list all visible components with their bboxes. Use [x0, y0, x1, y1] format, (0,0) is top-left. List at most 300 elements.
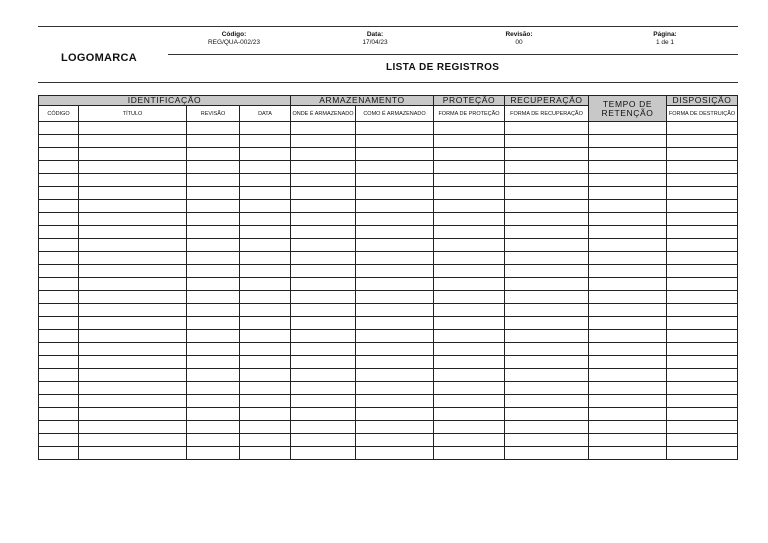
- table-cell: [79, 382, 187, 395]
- table-cell: [434, 356, 505, 369]
- table-cell: [434, 265, 505, 278]
- table-cell: [505, 200, 589, 213]
- table-cell: [39, 213, 79, 226]
- table-cell: [291, 408, 356, 421]
- table-cell: [187, 395, 240, 408]
- table-row: [39, 226, 738, 239]
- table-cell: [291, 200, 356, 213]
- table-cell: [505, 291, 589, 304]
- table-cell: [505, 304, 589, 317]
- table-cell: [240, 213, 291, 226]
- table-cell: [240, 304, 291, 317]
- header-bottom-rule: [38, 82, 738, 83]
- table-row: [39, 174, 738, 187]
- table-cell: [356, 200, 434, 213]
- table-cell: [240, 369, 291, 382]
- table-cell: [589, 174, 667, 187]
- table-cell: [240, 421, 291, 434]
- table-cell: [79, 408, 187, 421]
- logo-placeholder: LOGOMARCA: [61, 52, 138, 64]
- table-cell: [187, 122, 240, 135]
- col-codigo: CÓDIGO: [39, 106, 79, 122]
- table-cell: [291, 330, 356, 343]
- table-cell: [589, 304, 667, 317]
- table-cell: [505, 330, 589, 343]
- table-cell: [187, 447, 240, 460]
- records-table-body: [39, 122, 738, 460]
- table-cell: [240, 122, 291, 135]
- table-cell: [79, 265, 187, 278]
- table-cell: [356, 252, 434, 265]
- table-cell: [667, 434, 738, 447]
- table-cell: [356, 122, 434, 135]
- table-cell: [667, 421, 738, 434]
- table-cell: [667, 239, 738, 252]
- table-cell: [291, 317, 356, 330]
- table-cell: [667, 174, 738, 187]
- table-cell: [79, 278, 187, 291]
- table-cell: [667, 343, 738, 356]
- table-cell: [589, 395, 667, 408]
- table-cell: [39, 408, 79, 421]
- table-row: [39, 343, 738, 356]
- table-cell: [356, 187, 434, 200]
- table-cell: [589, 369, 667, 382]
- table-cell: [187, 369, 240, 382]
- table-cell: [667, 200, 738, 213]
- table-cell: [187, 434, 240, 447]
- table-cell: [667, 187, 738, 200]
- table-cell: [589, 148, 667, 161]
- table-cell: [240, 226, 291, 239]
- table-row: [39, 187, 738, 200]
- table-cell: [434, 252, 505, 265]
- col-forma-protecao: FORMA DE PROTEÇÃO: [434, 106, 505, 122]
- table-cell: [187, 148, 240, 161]
- table-cell: [240, 278, 291, 291]
- meta-data: [345, 31, 405, 47]
- table-cell: [356, 369, 434, 382]
- table-row: [39, 330, 738, 343]
- table-row: [39, 265, 738, 278]
- table-cell: [434, 213, 505, 226]
- table-cell: [291, 304, 356, 317]
- table-cell: [39, 278, 79, 291]
- table-cell: [187, 291, 240, 304]
- table-cell: [291, 122, 356, 135]
- col-forma-recuperacao: FORMA DE RECUPERAÇÃO: [505, 106, 589, 122]
- table-cell: [240, 447, 291, 460]
- table-cell: [434, 369, 505, 382]
- table-cell: [79, 226, 187, 239]
- table-cell: [589, 291, 667, 304]
- table-cell: [39, 395, 79, 408]
- table-cell: [356, 161, 434, 174]
- table-cell: [291, 148, 356, 161]
- table-cell: [434, 122, 505, 135]
- table-cell: [589, 161, 667, 174]
- table-cell: [356, 304, 434, 317]
- table-cell: [589, 213, 667, 226]
- table-row: [39, 369, 738, 382]
- table-cell: [589, 239, 667, 252]
- table-cell: [589, 343, 667, 356]
- table-row: [39, 122, 738, 135]
- table-row: [39, 317, 738, 330]
- table-cell: [291, 369, 356, 382]
- table-cell: [291, 434, 356, 447]
- table-cell: [79, 395, 187, 408]
- table-cell: [187, 187, 240, 200]
- table-cell: [291, 161, 356, 174]
- meta-revisao-label: Revisão:: [505, 31, 533, 38]
- table-cell: [39, 317, 79, 330]
- table-cell: [667, 304, 738, 317]
- table-cell: [667, 408, 738, 421]
- table-cell: [589, 122, 667, 135]
- table-cell: [291, 226, 356, 239]
- table-cell: [505, 369, 589, 382]
- table-cell: [291, 135, 356, 148]
- table-cell: [667, 330, 738, 343]
- table-cell: [39, 122, 79, 135]
- table-cell: [589, 135, 667, 148]
- table-cell: [240, 187, 291, 200]
- table-cell: [589, 434, 667, 447]
- table-cell: [434, 226, 505, 239]
- table-cell: [667, 447, 738, 460]
- table-cell: [505, 148, 589, 161]
- table-cell: [434, 330, 505, 343]
- table-cell: [79, 135, 187, 148]
- table-cell: [589, 226, 667, 239]
- group-tempo-retencao: TEMPO DE RETENÇÃO: [589, 96, 667, 122]
- table-cell: [291, 291, 356, 304]
- table-cell: [356, 278, 434, 291]
- table-cell: [434, 434, 505, 447]
- table-cell: [589, 317, 667, 330]
- table-cell: [187, 317, 240, 330]
- col-data: DATA: [240, 106, 291, 122]
- table-cell: [291, 447, 356, 460]
- top-rule: [38, 26, 738, 27]
- table-cell: [240, 174, 291, 187]
- table-row: [39, 382, 738, 395]
- col-como-armazenado: COMO É ARMAZENADO: [356, 106, 434, 122]
- table-row: [39, 421, 738, 434]
- table-cell: [187, 278, 240, 291]
- table-cell: [667, 213, 738, 226]
- table-cell: [187, 356, 240, 369]
- table-cell: [434, 174, 505, 187]
- table-cell: [79, 369, 187, 382]
- table-cell: [79, 304, 187, 317]
- table-cell: [589, 265, 667, 278]
- table-cell: [240, 239, 291, 252]
- table-row: [39, 135, 738, 148]
- table-cell: [291, 174, 356, 187]
- table-cell: [505, 161, 589, 174]
- table-cell: [187, 421, 240, 434]
- table-cell: [356, 343, 434, 356]
- table-cell: [291, 265, 356, 278]
- table-cell: [39, 200, 79, 213]
- table-cell: [291, 421, 356, 434]
- table-cell: [589, 382, 667, 395]
- table-cell: [589, 356, 667, 369]
- table-row: [39, 200, 738, 213]
- table-cell: [39, 135, 79, 148]
- table-row: [39, 213, 738, 226]
- table-row: [39, 252, 738, 265]
- table-cell: [505, 135, 589, 148]
- records-table: [38, 95, 738, 460]
- table-cell: [79, 291, 187, 304]
- table-cell: [434, 382, 505, 395]
- table-cell: [240, 135, 291, 148]
- meta-codigo: [194, 31, 274, 47]
- table-cell: [79, 213, 187, 226]
- table-cell: [667, 161, 738, 174]
- table-cell: [187, 239, 240, 252]
- table-cell: [505, 122, 589, 135]
- table-cell: [505, 174, 589, 187]
- table-cell: [187, 135, 240, 148]
- table-cell: [187, 174, 240, 187]
- group-disposicao: DISPOSIÇÃO: [667, 96, 738, 106]
- table-cell: [240, 265, 291, 278]
- table-cell: [79, 174, 187, 187]
- table-row: [39, 278, 738, 291]
- table-cell: [240, 291, 291, 304]
- title-rule: [168, 54, 738, 55]
- table-row: [39, 447, 738, 460]
- table-cell: [356, 291, 434, 304]
- table-cell: [356, 421, 434, 434]
- table-cell: [187, 161, 240, 174]
- table-cell: [39, 304, 79, 317]
- table-cell: [505, 395, 589, 408]
- table-cell: [39, 239, 79, 252]
- table-cell: [79, 434, 187, 447]
- group-identificacao: IDENTIFICAÇÃO: [39, 96, 291, 106]
- table-cell: [291, 356, 356, 369]
- table-cell: [356, 395, 434, 408]
- table-cell: [356, 174, 434, 187]
- table-cell: [589, 330, 667, 343]
- table-cell: [291, 382, 356, 395]
- table-cell: [79, 148, 187, 161]
- table-cell: [667, 122, 738, 135]
- table-cell: [240, 317, 291, 330]
- table-cell: [667, 291, 738, 304]
- table-cell: [187, 304, 240, 317]
- table-cell: [505, 252, 589, 265]
- table-cell: [434, 317, 505, 330]
- table-cell: [356, 135, 434, 148]
- table-cell: [434, 161, 505, 174]
- table-cell: [667, 135, 738, 148]
- table-cell: [39, 434, 79, 447]
- table-cell: [240, 148, 291, 161]
- table-cell: [356, 226, 434, 239]
- table-cell: [187, 226, 240, 239]
- table-cell: [291, 278, 356, 291]
- col-forma-destruicao: FORMA DE DESTRUIÇÃO: [667, 106, 738, 122]
- table-cell: [187, 330, 240, 343]
- table-cell: [434, 200, 505, 213]
- table-cell: [434, 395, 505, 408]
- table-cell: [39, 369, 79, 382]
- table-cell: [505, 187, 589, 200]
- table-cell: [667, 369, 738, 382]
- table-cell: [79, 330, 187, 343]
- table-cell: [356, 447, 434, 460]
- table-row: [39, 395, 738, 408]
- table-cell: [291, 213, 356, 226]
- table-cell: [79, 356, 187, 369]
- table-row: [39, 291, 738, 304]
- table-cell: [79, 122, 187, 135]
- table-cell: [79, 421, 187, 434]
- table-cell: [434, 291, 505, 304]
- table-cell: [291, 343, 356, 356]
- table-cell: [434, 447, 505, 460]
- table-cell: [356, 434, 434, 447]
- table-cell: [505, 447, 589, 460]
- table-cell: [505, 213, 589, 226]
- meta-pagina-value: 1 de 1: [655, 39, 675, 46]
- table-cell: [589, 408, 667, 421]
- table-cell: [505, 317, 589, 330]
- table-cell: [291, 187, 356, 200]
- table-cell: [505, 434, 589, 447]
- table-cell: [187, 213, 240, 226]
- table-cell: [589, 200, 667, 213]
- table-cell: [434, 187, 505, 200]
- table-cell: [356, 317, 434, 330]
- col-titulo: TÍTULO: [79, 106, 187, 122]
- table-cell: [589, 252, 667, 265]
- table-cell: [667, 252, 738, 265]
- table-cell: [187, 343, 240, 356]
- meta-pagina: [635, 31, 695, 47]
- table-cell: [39, 252, 79, 265]
- table-cell: [356, 148, 434, 161]
- document-title: LISTA DE REGISTROS: [386, 62, 500, 73]
- table-cell: [356, 239, 434, 252]
- table-cell: [356, 408, 434, 421]
- table-row: [39, 148, 738, 161]
- table-cell: [291, 252, 356, 265]
- table-cell: [505, 226, 589, 239]
- table-cell: [667, 226, 738, 239]
- meta-revisao-value: 00: [515, 39, 523, 46]
- table-cell: [79, 343, 187, 356]
- table-cell: [505, 278, 589, 291]
- table-cell: [356, 265, 434, 278]
- col-onde-armazenado: ONDE É ARMAZENADO: [291, 106, 356, 122]
- table-row: [39, 408, 738, 421]
- table-cell: [505, 382, 589, 395]
- table-cell: [39, 226, 79, 239]
- table-cell: [79, 317, 187, 330]
- table-cell: [291, 239, 356, 252]
- table-cell: [667, 382, 738, 395]
- table-cell: [79, 200, 187, 213]
- meta-codigo-value: REG/QUA-002/23: [207, 39, 261, 46]
- table-cell: [356, 330, 434, 343]
- table-row: [39, 434, 738, 447]
- table-cell: [434, 148, 505, 161]
- table-cell: [187, 200, 240, 213]
- table-cell: [505, 356, 589, 369]
- table-cell: [39, 148, 79, 161]
- table-cell: [291, 395, 356, 408]
- table-cell: [187, 265, 240, 278]
- table-cell: [505, 343, 589, 356]
- table-cell: [39, 174, 79, 187]
- table-cell: [79, 447, 187, 460]
- table-cell: [240, 343, 291, 356]
- table-cell: [667, 317, 738, 330]
- table-cell: [434, 343, 505, 356]
- table-cell: [39, 187, 79, 200]
- table-cell: [505, 421, 589, 434]
- table-cell: [589, 278, 667, 291]
- table-cell: [434, 239, 505, 252]
- table-cell: [39, 447, 79, 460]
- table-cell: [356, 213, 434, 226]
- table-row: [39, 304, 738, 317]
- table-cell: [505, 265, 589, 278]
- table-cell: [667, 148, 738, 161]
- table-cell: [667, 356, 738, 369]
- table-row: [39, 356, 738, 369]
- table-cell: [187, 408, 240, 421]
- table-cell: [79, 161, 187, 174]
- meta-revisao: [489, 31, 549, 47]
- group-recuperacao: RECUPERAÇÃO: [505, 96, 589, 106]
- table-cell: [356, 356, 434, 369]
- group-protecao: PROTEÇÃO: [434, 96, 505, 106]
- table-cell: [434, 135, 505, 148]
- table-cell: [240, 356, 291, 369]
- table-cell: [240, 252, 291, 265]
- table-cell: [589, 447, 667, 460]
- table-cell: [667, 395, 738, 408]
- table-cell: [434, 421, 505, 434]
- table-cell: [505, 408, 589, 421]
- table-cell: [667, 278, 738, 291]
- group-armazenamento: ARMAZENAMENTO: [291, 96, 434, 106]
- meta-data-value: 17/04/23: [362, 39, 388, 46]
- table-cell: [240, 408, 291, 421]
- col-revisao: REVISÃO: [187, 106, 240, 122]
- table-cell: [39, 382, 79, 395]
- table-cell: [187, 382, 240, 395]
- table-cell: [187, 252, 240, 265]
- table-cell: [240, 200, 291, 213]
- table-cell: [39, 421, 79, 434]
- table-cell: [434, 278, 505, 291]
- table-cell: [240, 382, 291, 395]
- table-cell: [39, 330, 79, 343]
- table-cell: [240, 330, 291, 343]
- table-cell: [79, 252, 187, 265]
- table-cell: [240, 161, 291, 174]
- table-cell: [39, 356, 79, 369]
